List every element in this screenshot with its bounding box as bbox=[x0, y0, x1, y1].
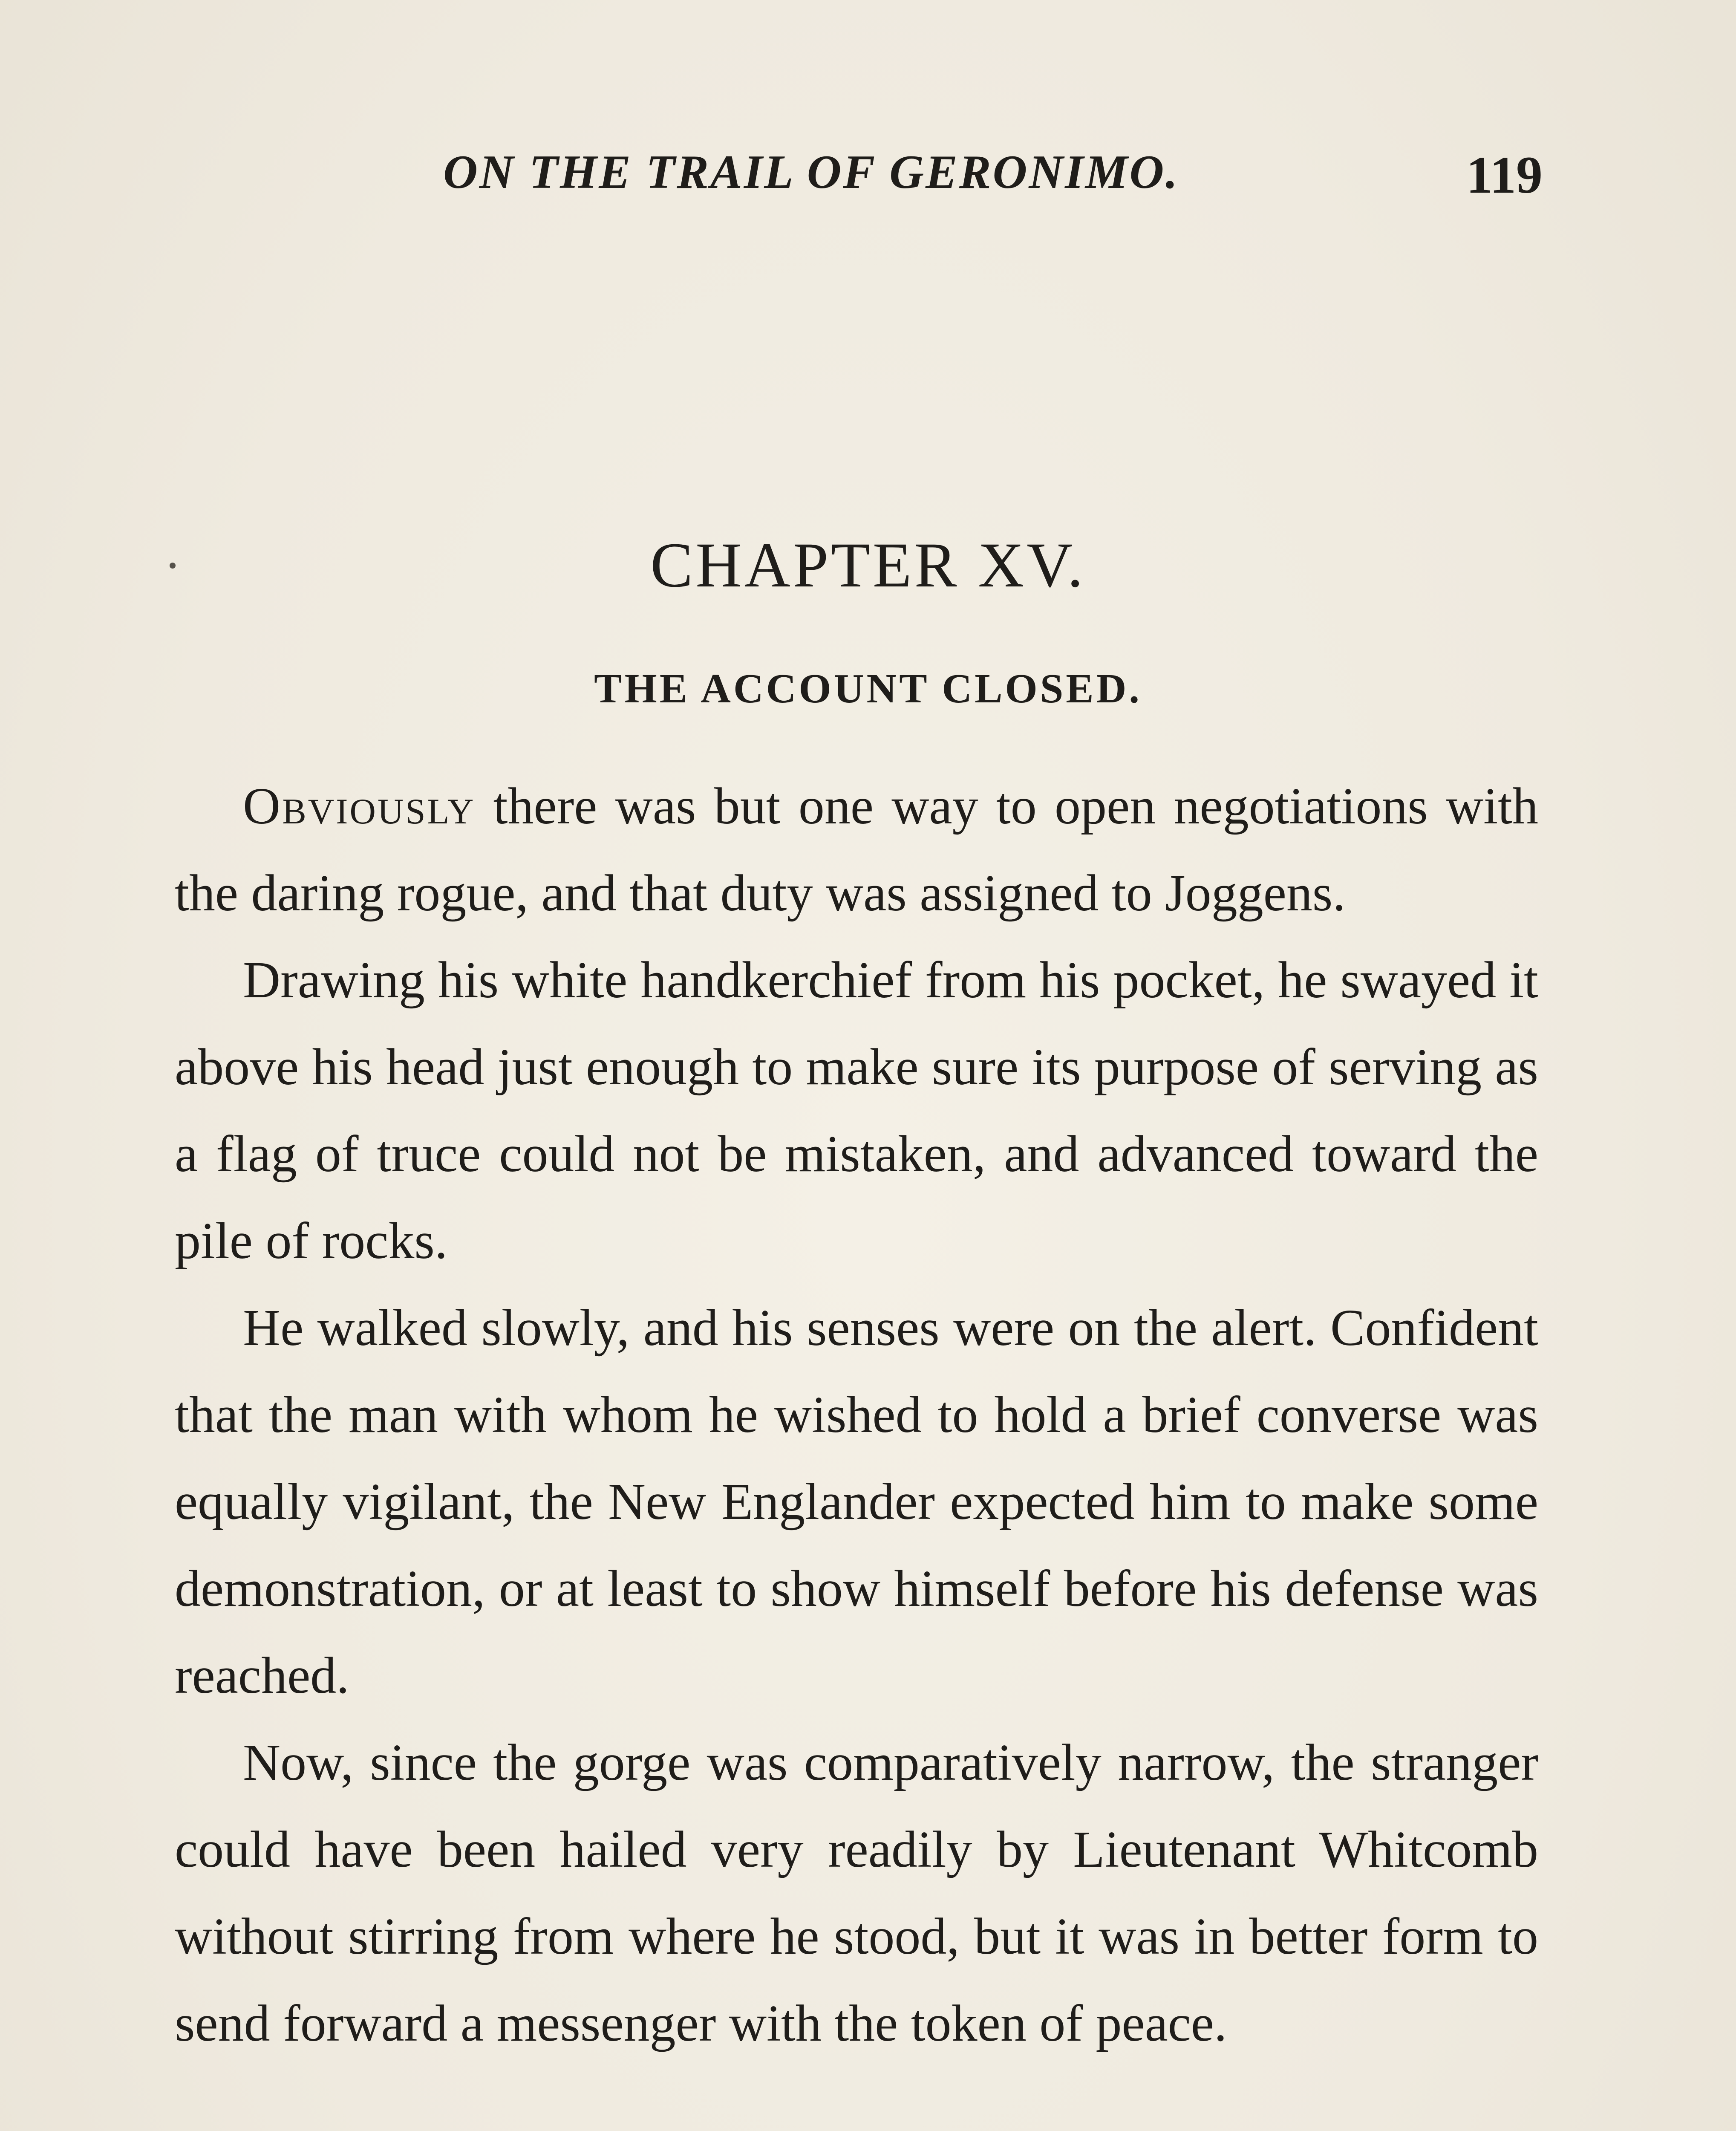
running-title: ON THE TRAIL OF GERONIMO. bbox=[443, 146, 1179, 199]
paragraph: Drawing his white handkerchief from his pocket, he swayed it above his head just enough to make sure its purpose of serving as a flag of truce could not be mistaken, and advanced toward the pile of rocks. bbox=[175, 951, 1538, 1270]
paragraph-lead-word: Obviously bbox=[243, 777, 476, 835]
chapter-heading: CHAPTER XV. bbox=[650, 530, 1086, 601]
running-head bbox=[179, 145, 1543, 213]
page-number: 119 bbox=[1466, 146, 1543, 204]
chapter-subtitle: THE ACCOUNT CLOSED. bbox=[594, 666, 1142, 712]
paragraph: He walked slowly, and his senses were on the alert. Confident that the man with whom he wished to hold a brief converse was equally vigilant, the New Englander expected him to make some demonstration, or at least to show himself before his defense was reached. bbox=[175, 1299, 1538, 1704]
paragraph-text: there was but one way to open negotiations with the daring rogue, and that duty was assigned to Joggens. bbox=[175, 777, 1538, 922]
paragraph: Now, since the gorge was comparatively narrow, the stranger could have been hailed very readily by Lieutenant Whitcomb without stirring from where he stood, but it was in better form to send forward a messenger with the token of peace. bbox=[175, 1734, 1538, 2052]
paragraph bbox=[175, 763, 1538, 937]
body-text bbox=[175, 763, 1538, 2067]
